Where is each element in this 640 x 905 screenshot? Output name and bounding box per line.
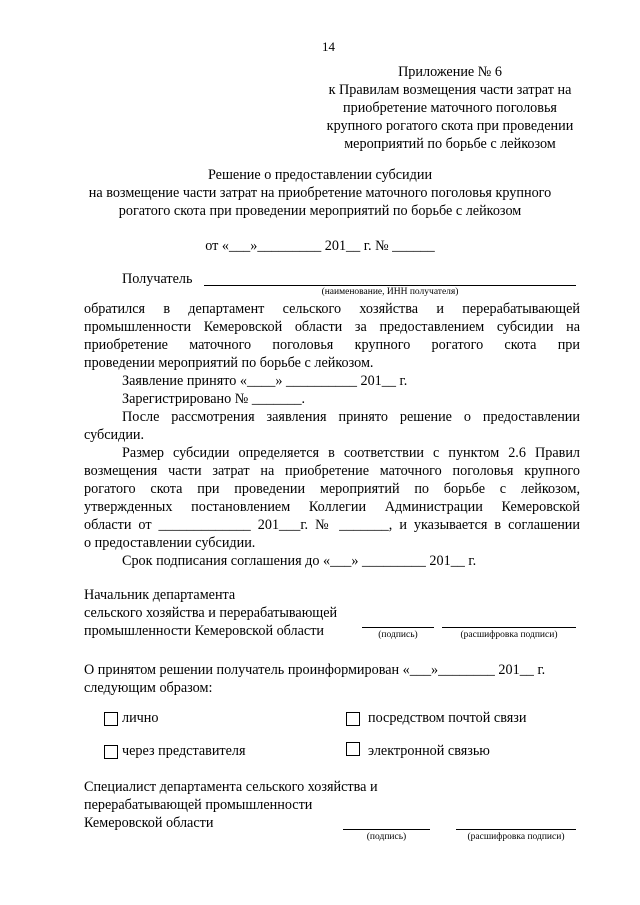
head-title-line-3: промышленности Кемеровской области [84, 623, 325, 639]
specialist-title-line-3: Кемеровской области [84, 815, 214, 831]
specialist-caption-decode: (расшифровка подписи) [467, 832, 565, 842]
specialist-decode-field[interactable] [456, 829, 576, 830]
head-caption-decode: (расшифровка подписи) [460, 630, 558, 640]
option-personal-label: лично [122, 710, 159, 726]
checkbox-representative[interactable] [104, 745, 118, 759]
body-p1-line-4: проведении мероприятий по борьбе с лейкозом. [84, 355, 374, 371]
title-line-3: рогатого скота при проведении мероприятий по борьбе с лейкозом [118, 203, 522, 219]
body-p5-line-2: возмещения части затрат на приобретение маточного поголовья крупного [84, 463, 580, 479]
appendix-line-2: к Правилам возмещения части затрат на [328, 82, 572, 98]
recipient-label: Получатель [122, 271, 193, 287]
recipient-field[interactable] [204, 285, 576, 286]
specialist-signature-field[interactable] [343, 829, 430, 830]
inform-line-1: О принятом решении получатель проинформирован «___»________ 201__ г. [84, 662, 546, 678]
title-line-2: на возмещение части затрат на приобретение маточного поголовья крупного [88, 185, 552, 201]
appendix-line-4: крупного рогатого скота при проведении [326, 118, 574, 134]
body-p5-line-1: Размер субсидии определяется в соответствии с пунктом 2.6 Правил [122, 445, 580, 461]
head-title-line-1: Начальник департамента [84, 587, 236, 603]
body-registered: Зарегистрировано № _______. [122, 391, 306, 407]
checkbox-personal[interactable] [104, 712, 118, 726]
head-caption-sign: (подпись) [378, 630, 418, 640]
recipient-caption: (наименование, ИНН получателя) [321, 287, 459, 297]
specialist-title-line-2: перерабатывающей промышленности [84, 797, 313, 813]
appendix-line-1: Приложение № 6 [398, 64, 502, 80]
body-p5-line-6: о предоставлении субсидии. [84, 535, 256, 551]
body-p1-line-3: приобретение маточного поголовья крупного рогатого скота при [84, 337, 580, 353]
body-p5-line-4: утвержденных постановлением Коллегии Администрации Кемеровской [84, 499, 580, 515]
decision-date-line: от «___»_________ 201__ г. № ______ [205, 238, 435, 254]
checkbox-electronic[interactable] [346, 742, 360, 756]
head-signature-field[interactable] [362, 627, 434, 628]
checkbox-post[interactable] [346, 712, 360, 726]
body-p1-line-1: обратился в департамент сельского хозяйства и перерабатывающей [84, 301, 580, 317]
body-application-accepted: Заявление принято «____» __________ 201__ г. [122, 373, 408, 389]
body-signing-deadline: Срок подписания соглашения до «___» _________ 201__ г. [122, 553, 477, 569]
specialist-caption-sign: (подпись) [366, 832, 407, 842]
body-p1-line-2: промышленности Кемеровской области за предоставлением субсидии на [84, 319, 580, 335]
title-line-1: Решение о предоставлении субсидии [207, 167, 433, 183]
option-post-label: посредством почтой связи [368, 710, 527, 726]
body-p5-line-5: области от _____________ 201___г. № _______, и указывается в соглашении [84, 517, 580, 533]
body-p4-line-1: После рассмотрения заявления принято решение о предоставлении [122, 409, 580, 425]
body-p4-line-2: субсидии. [84, 427, 145, 443]
option-electronic-label: электронной связью [368, 743, 490, 759]
body-p5-line-3: рогатого скота при проведении мероприятий по борьбе с лейкозом, [84, 481, 580, 497]
appendix-line-5: мероприятий по борьбе с лейкозом [344, 136, 556, 152]
specialist-title-line-1: Специалист департамента сельского хозяйства и [84, 779, 378, 795]
appendix-line-3: приобретение маточного поголовья [343, 100, 557, 116]
option-representative-label: через представителя [122, 743, 246, 759]
inform-line-2: следующим образом: [84, 680, 213, 696]
head-decode-field[interactable] [442, 627, 576, 628]
page-number: 14 [322, 39, 335, 54]
head-title-line-2: сельского хозяйства и перерабатывающей [84, 605, 338, 621]
